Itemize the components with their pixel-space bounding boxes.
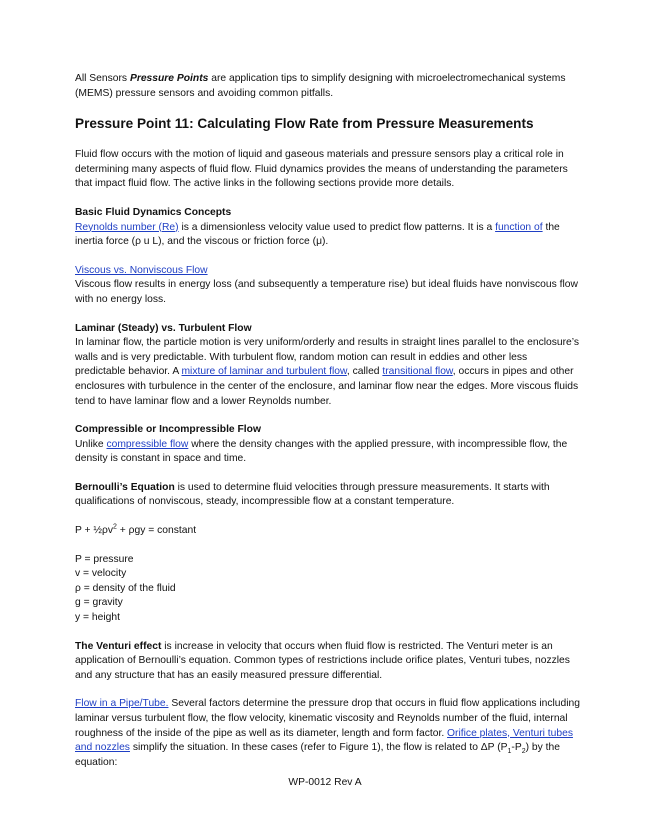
document-body — [75, 72, 580, 770]
variable-item: P = pressure — [75, 553, 134, 565]
pipe-flow-paragraph: Flow in a Pipe/Tube. Several factors determine the pressure drop that occurs in fluid flow applications including laminar versus turbulent flow, the flow velocity, kinematic viscosity and Reynolds number of the fluid, internal roughness of the inside of the pipe as well as its diameter, length and form factor. Orifice plates, Venturi tubes and nozzles simplify the situation. In these cases (refer to Figure 1), the flow is related to ΔP $(P_1-P_2)$ by the equation: — [75, 698, 581, 768]
variable-item: g = gravity — [75, 597, 123, 609]
section-basic-concepts: Basic Fluid Dynamics Concepts Reynolds number (Re) is a dimensionless velocity value used to predict flow patterns. It is a function of the inertia force (ρ u L), and the viscous or friction force (μ). — [75, 206, 580, 250]
reynolds-number-link[interactable]: Reynolds number (Re) — [75, 221, 179, 233]
compressible-flow-link[interactable]: compressible flow — [106, 438, 189, 450]
viscous-flow-link[interactable]: Viscous vs. Nonviscous Flow — [75, 264, 208, 276]
section-compressible: Compressible or Incompressible Flow Unlike compressible flow where the density changes with the applied pressure, with incompressible flow, the density is constant in space and time. — [75, 423, 580, 467]
section-viscous: Viscous vs. Nonviscous Flow Viscous flow results in energy loss (and subsequently a temperature rise) but ideal fluids have nonviscous flow with no energy loss. — [75, 264, 578, 305]
variable-item: y = height — [75, 612, 120, 624]
section-heading: Compressible or Incompressible Flow — [75, 424, 261, 436]
variable-list — [75, 553, 580, 626]
orifice-plates-link[interactable]: Orifice plates, Venturi tubes and nozzles — [75, 727, 573, 754]
variable-item: v = velocity — [75, 568, 127, 580]
variable-item: ρ = density of the fluid — [75, 582, 176, 594]
bernoulli-equation: $P + \frac{1}{2}\rho v^2 + \rho gy$ = constant — [75, 523, 197, 537]
page-title: Pressure Point 11: Calculating Flow Rate from Pressure Measurements — [75, 116, 534, 132]
section-heading: Laminar (Steady) vs. Turbulent Flow — [75, 322, 252, 334]
bernoulli-paragraph: Bernoulli’s Equation is used to determine fluid velocities through pressure measurements. It starts with qualifications of nonviscous, steady, incompressible flow at a constant temperature. — [75, 481, 550, 508]
section-laminar: Laminar (Steady) vs. Turbulent Flow In laminar flow, the particle motion is very uniform/orderly and results in straight lines parallel to the enclosure’s walls and is very predictable. With turbulent flow, random motion can result in eddies and other less predictable behavior. A mixture of laminar and turbulent flow, called transitional flow, occurs in pipes and other enclosures with turbulence in the center of the enclosure, and laminar flow near the edges. More viscous fluids tend to have laminar flow and a lower Reynolds number. — [75, 322, 580, 407]
overview-paragraph: Fluid flow occurs with the motion of liquid and gaseous materials and pressure sensors play a critical role in determining many aspects of fluid flow. Fluid dynamics provides the means of understanding the parameters that impact fluid flow. The active links in the following sections provide more details. — [75, 149, 568, 190]
flow-in-pipe-link[interactable]: Flow in a Pipe/Tube. — [75, 698, 169, 710]
section-heading: Basic Fluid Dynamics Concepts — [75, 206, 232, 218]
intro-paragraph: All Sensors Pressure Points are application tips to simplify designing with microelectromechanical systems (MEMS) pressure sensors and avoiding common pitfalls. — [75, 73, 566, 99]
function-of-link[interactable]: function of — [495, 221, 543, 233]
transitional-flow-link[interactable]: transitional flow — [382, 366, 453, 378]
venturi-paragraph: The Venturi effect is increase in velocity that occurs when fluid flow is restricted. The Venturi meter is an application of Bernoulli’s equation. Common types of restrictions include orifice plates, Venturi tubes, nozzles and any structure that has an easily measured pressure differential. — [75, 640, 570, 681]
document-footer: WP-0012 Rev A — [288, 777, 362, 788]
brand-name: Pressure Points — [129, 73, 209, 84]
laminar-turbulent-mixture-link[interactable]: mixture of laminar and turbulent flow — [181, 366, 347, 378]
